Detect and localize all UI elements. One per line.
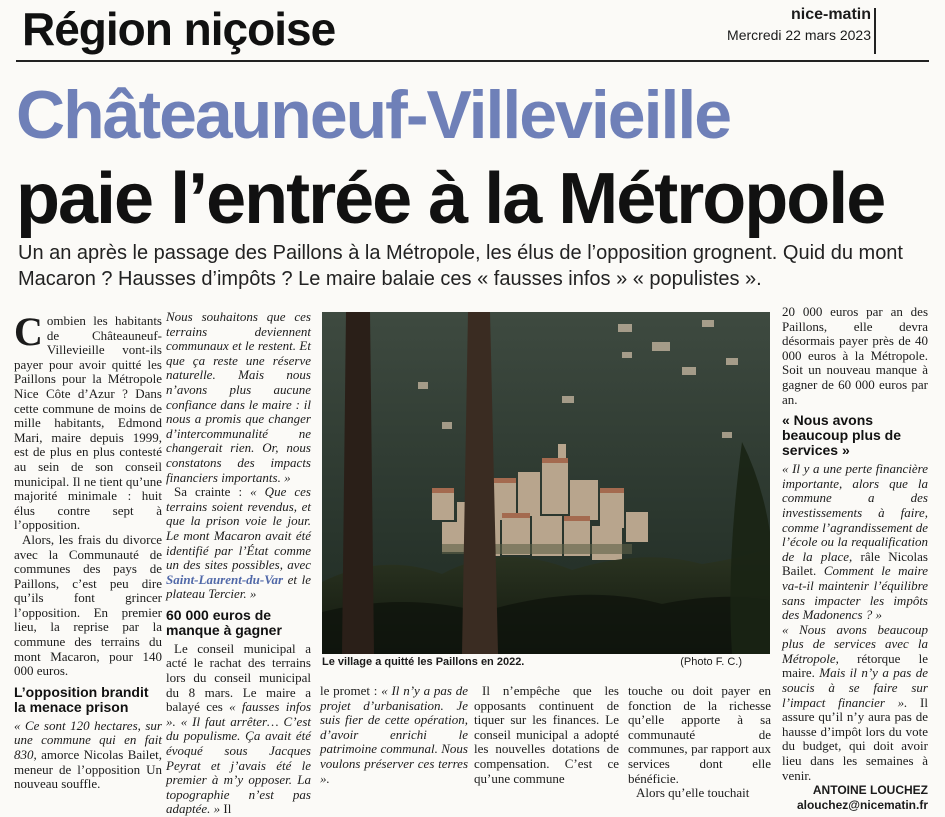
quote: « fausses infos ».	[166, 699, 311, 729]
paragraph: Sa crainte :	[174, 484, 251, 500]
drop-cap: C	[14, 309, 43, 354]
quote: « Ce sont 120 hectares, sur une commune qui en fait 830,	[14, 717, 162, 763]
headline-line-2: paie l’entrée à la Métropole	[16, 159, 885, 239]
header-rule	[16, 60, 929, 62]
article-column-1	[14, 309, 162, 792]
paragraph: touche ou doit payer en fonction de la richesse qu’elle apporte à sa communauté de communes, par rapport aux services dont elle bénéficie.	[628, 683, 771, 786]
quote: « Que ces terrains soient revendus, et que la prison voie le jour. Le mont Macaron avait été identifié par l’État comme un des sites possibles, avec	[166, 484, 311, 573]
article-column-6	[782, 305, 928, 813]
paragraph: Alors qu’elle touchait	[636, 785, 750, 801]
quote: « Nous avons beaucoup plus de services avec la Métropole,	[782, 621, 928, 666]
caption-text: Le village a quitté les Paillons en 2022.	[322, 656, 525, 668]
paragraph: Il	[220, 801, 232, 817]
paragraph: Il n’empêche que les opposants continuent de tiquer sur les finances. Le conseil municipal a adopté les nouvelles dotations de compensation. C’est ce qu’une commune	[474, 683, 619, 786]
photo-caption	[322, 656, 770, 668]
paragraph: râle Nicolas Bailet.	[782, 548, 928, 579]
paper-name: nice-matin	[790, 6, 871, 23]
paragraph: Alors, les frais du divorce avec la Communauté de communes des pays de Paillons, c’est peu dire qu’ils font grincer l’opposition. En premier lieu, la reprise par la commune des terrains du mont Macaron, pour 140 000 euros.	[14, 531, 162, 679]
issue-date: Mercredi 22 mars 2023	[727, 27, 871, 43]
article-column-2	[166, 310, 311, 817]
article-column-5	[628, 684, 771, 801]
photo-illustration	[322, 312, 770, 654]
place-link[interactable]: Saint-Laurent-du-Var	[166, 571, 284, 587]
paragraph: Le conseil municipal a acté le rachat des terrains lors du conseil municipal du 8 mars. Le maire a balayé ces	[166, 640, 311, 715]
paragraph: ombien les habitants de Châteauneuf-Villevieille vont-ils payer pour avoir quitté les Paillons pour la Métropole Nice Côte d’Azur ? Dans cette commune de moins de mille habitants, Edmond Mari, maire depuis 1999, est de plus en plus contesté au sein de son conseil municipal. Il ne tient qu’une majorité minimale : huit élus contre sept à l’opposition.	[14, 313, 162, 533]
section-title: Région niçoise	[22, 3, 336, 55]
masthead	[727, 6, 871, 43]
masthead-divider	[874, 8, 876, 54]
headline-line-1: Châteauneuf-Villevieille	[16, 77, 731, 153]
quote: et le plateau Tercier. »	[166, 571, 311, 602]
article-deck: Un an après le passage des Paillons à la Métropole, les élus de l’opposition grognent. Quid du mont Macaron ? Hausses d’impôts ? Le maire balaie ces « fausses infos » « populistes ».	[18, 242, 903, 290]
subheading: L’opposition brandit la menace prison	[14, 683, 149, 715]
paragraph: le promet :	[320, 683, 382, 698]
quote: Comment le maire va-t-il maintenir l’équilibre sans impacter les impôts des Madonencs ? »	[782, 563, 928, 623]
quote: « Il faut arrêter… C’est du populisme. Ça avait été évoqué sous Jacques Peyrat et j’avais été le premier à m’y opposer. La topographie n’est pas adaptée. »	[166, 713, 311, 817]
author-name: ANTOINE LOUCHEZ	[812, 783, 928, 798]
village-photo	[322, 312, 770, 654]
quote: « Il y a une perte financière importante, alors que la commune a des investissements à faire, comme l’agrandissement de l’école ou la requalification de la place,	[782, 461, 928, 564]
subheading: « Nous avons beaucoup plus de services »	[782, 412, 902, 459]
article-column-4	[474, 684, 619, 786]
paragraph: Il assure qu’il n’y aura pas de hausse d’impôt lors du vote du budget, qui doit avoir lieu dans les semaines à venir.	[782, 694, 928, 783]
quote: Mais il n’y a pas de soucis à se faire sur l’impact financier ».	[782, 665, 929, 710]
article-column-3	[320, 684, 468, 786]
paragraph: rétorque le maire.	[782, 650, 928, 681]
quote: « Il n’y a pas de projet d’urbanisation. Je suis fier de cette opération, d’avoir enrichi le patrimoine communal. Nous voulons préserver ces terres ».	[320, 683, 468, 786]
author-email[interactable]: alouchez@nicematin.fr	[796, 798, 928, 813]
paragraph: 20 000 euros par an des Paillons, elle devra désormais payer près de 40 000 euros à la Métropole. Soit un nouveau manque à gagner de 60 000 euros par an.	[782, 304, 928, 407]
quote: Nous souhaitons que ces terrains deviennent communaux et le restent. Et que ça reste une réserve naturelle. Mais nous n’avons plus aucune confiance dans le maire : il nous a promis que changer d’intercommunalité ne changerait rien. Or, nous constatons des impacts financiers importants. »	[166, 309, 311, 485]
paragraph: amorce Nicolas Bailet, meneur de l’opposition Un nouveau souffle.	[14, 747, 162, 792]
subheading: 60 000 euros de manque à gagner	[166, 606, 282, 638]
photo-credit: (Photo F. C.)	[680, 656, 742, 668]
